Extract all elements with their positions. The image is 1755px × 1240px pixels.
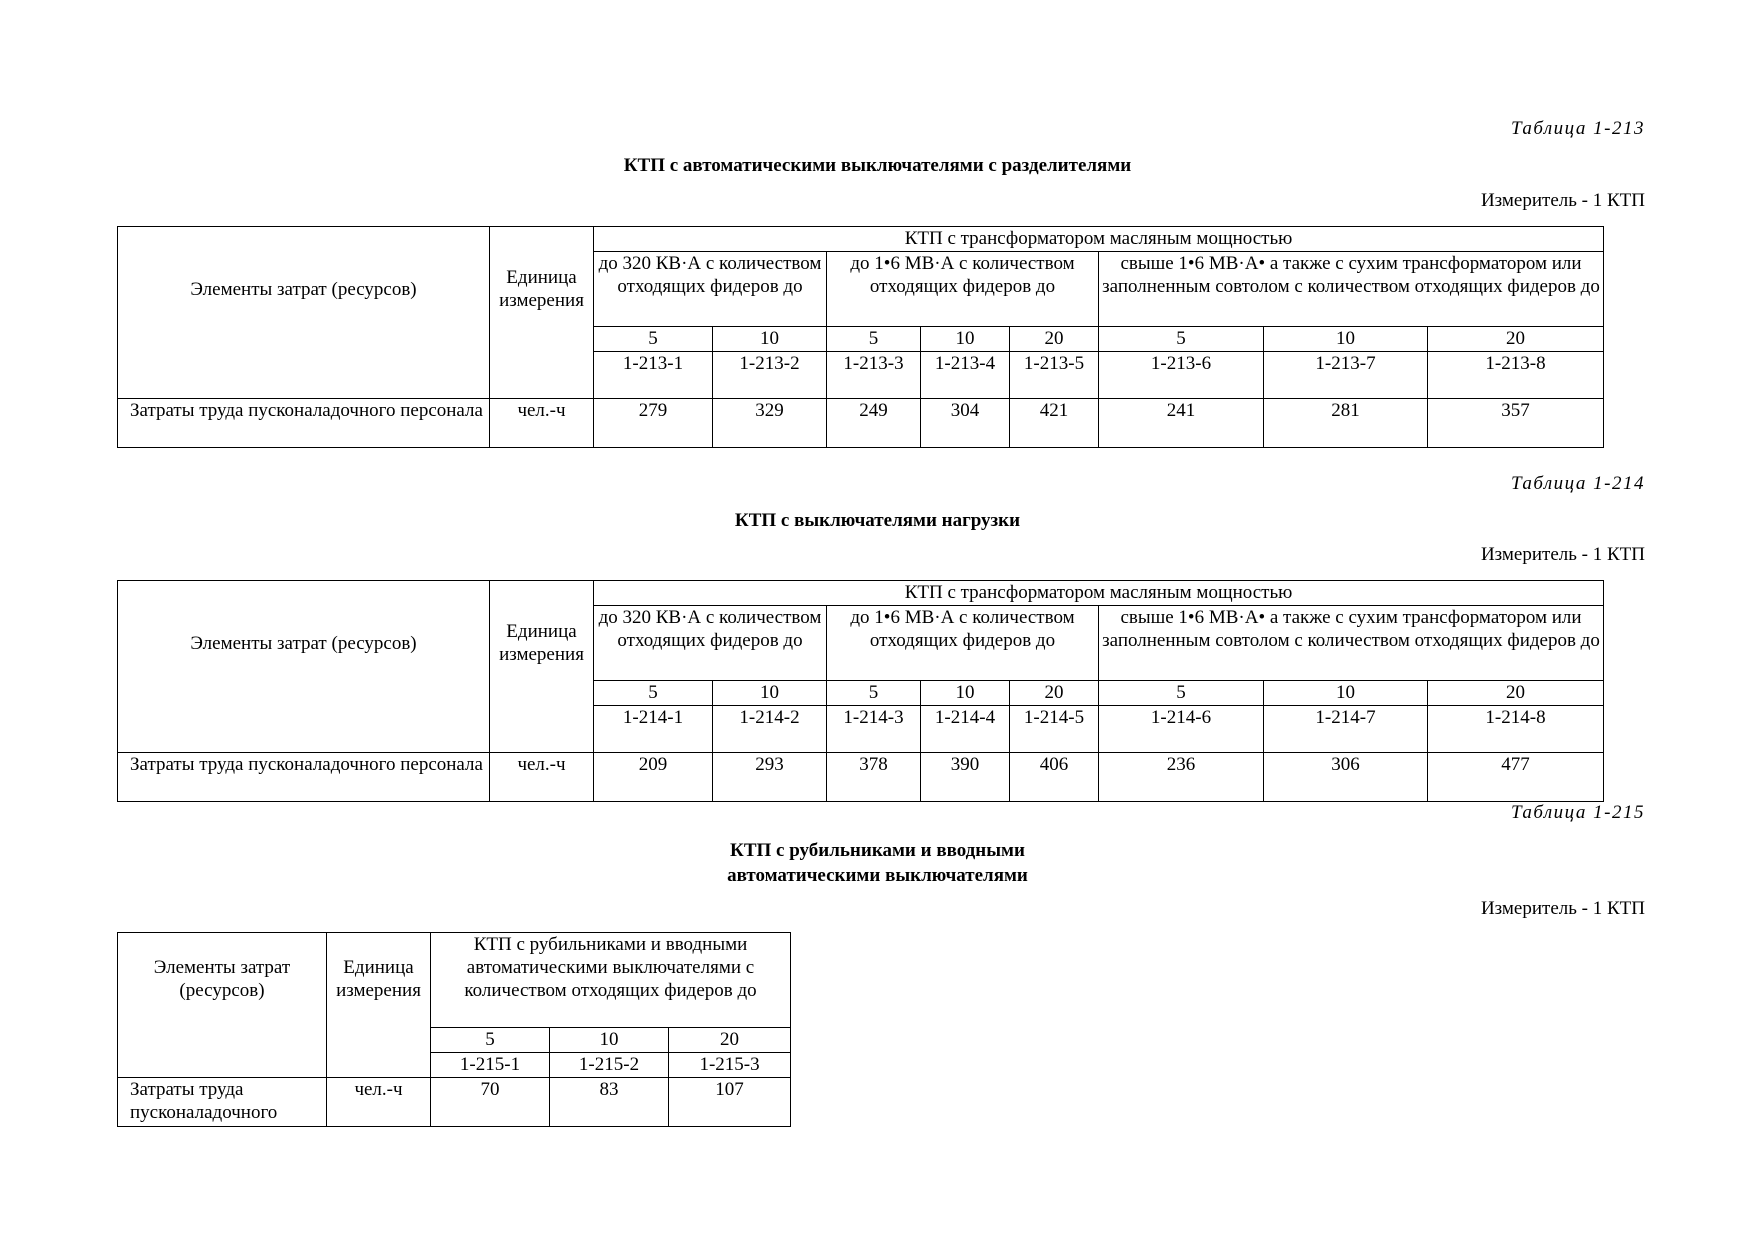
- feeders-cell: 10: [921, 681, 1010, 706]
- value-cell: 390: [921, 753, 1010, 802]
- table-title: КТП с автоматическими выключателями с разделителями: [623, 155, 1132, 176]
- value-cell: 477: [1428, 753, 1604, 802]
- code-cell: 1-214-7: [1264, 706, 1428, 753]
- feeders-cell: 20: [669, 1028, 791, 1053]
- value-cell: 306: [1264, 753, 1428, 802]
- subheader-over-1-6mva: свыше 1•6 МВ·А• а также с сухим трансформатором или заполненным совтолом с количеством отходящих фидеров до: [1099, 606, 1604, 681]
- feeders-cell: 20: [1428, 681, 1604, 706]
- table-1-215: [117, 932, 791, 1127]
- header-elements: Элементы затрат (ресурсов): [118, 227, 490, 352]
- code-cell: 1-214-3: [827, 706, 921, 753]
- row-label: Затраты труда пусконаладочного персонала: [118, 399, 490, 448]
- subheader-1-6mva: до 1•6 МВ·А с количеством отходящих фидеров до: [827, 252, 1099, 327]
- header-group: КТП с трансформатором масляным мощностью: [594, 581, 1604, 606]
- header-unit: Единица измерения: [490, 227, 594, 352]
- table-1-213: [117, 226, 1604, 448]
- feeders-cell: 5: [827, 681, 921, 706]
- subheader-1-6mva: до 1•6 МВ·А с количеством отходящих фидеров до: [827, 606, 1099, 681]
- row-label: Затраты труда пусконаладочного: [118, 1078, 327, 1127]
- header-elements: Элементы затрат (ресурсов): [118, 933, 327, 1053]
- code-cell: 1-214-8: [1428, 706, 1604, 753]
- value-cell: 281: [1264, 399, 1428, 448]
- code-cell: 1-215-2: [550, 1053, 669, 1078]
- empty-cell: [327, 1053, 431, 1078]
- header-group: КТП с трансформатором масляным мощностью: [594, 227, 1604, 252]
- value-cell: 241: [1099, 399, 1264, 448]
- feeders-cell: 10: [1264, 681, 1428, 706]
- feeders-cell: 20: [1010, 327, 1099, 352]
- value-cell: 421: [1010, 399, 1099, 448]
- feeders-cell: 20: [1428, 327, 1604, 352]
- table-title: КТП с выключателями нагрузки: [734, 510, 1021, 531]
- value-cell: 249: [827, 399, 921, 448]
- feeders-cell: 5: [431, 1028, 550, 1053]
- value-cell: 83: [550, 1078, 669, 1127]
- header-group: КТП с рубильниками и вводными автоматическими выключателями с количеством отходящих фидеров до: [431, 933, 791, 1028]
- feeders-cell: 10: [921, 327, 1010, 352]
- code-cell: 1-213-7: [1264, 352, 1428, 399]
- empty-cell: [118, 706, 490, 753]
- code-cell: 1-213-5: [1010, 352, 1099, 399]
- feeders-cell: 5: [827, 327, 921, 352]
- value-cell: 304: [921, 399, 1010, 448]
- feeders-cell: 5: [1099, 327, 1264, 352]
- value-cell: 293: [713, 753, 827, 802]
- code-cell: 1-213-2: [713, 352, 827, 399]
- subheader-over-1-6mva: свыше 1•6 МВ·А• а также с сухим трансформатором или заполненным совтолом с количеством отходящих фидеров до: [1099, 252, 1604, 327]
- measure-label: Измеритель - 1 КТП: [1480, 898, 1645, 919]
- feeders-cell: 5: [594, 681, 713, 706]
- value-cell: 406: [1010, 753, 1099, 802]
- feeders-cell: 10: [713, 327, 827, 352]
- feeders-cell: 10: [713, 681, 827, 706]
- feeders-cell: 5: [594, 327, 713, 352]
- code-cell: 1-214-4: [921, 706, 1010, 753]
- feeders-cell: 20: [1010, 681, 1099, 706]
- value-cell: 378: [827, 753, 921, 802]
- row-unit: чел.-ч: [490, 753, 594, 802]
- table-title: [0, 838, 1755, 888]
- header-unit: Единица измерения: [490, 581, 594, 706]
- feeders-cell: 5: [1099, 681, 1264, 706]
- empty-cell: [118, 1053, 327, 1078]
- code-cell: 1-213-8: [1428, 352, 1604, 399]
- empty-cell: [490, 352, 594, 399]
- value-cell: 209: [594, 753, 713, 802]
- code-cell: 1-215-3: [669, 1053, 791, 1078]
- value-cell: 357: [1428, 399, 1604, 448]
- code-cell: 1-214-2: [713, 706, 827, 753]
- header-elements: Элементы затрат (ресурсов): [118, 581, 490, 706]
- subheader-320kva: до 320 КВ·А с количеством отходящих фидеров до: [594, 606, 827, 681]
- code-cell: 1-214-5: [1010, 706, 1099, 753]
- header-unit: Единица измерения: [327, 933, 431, 1053]
- row-label: Затраты труда пусконаладочного персонала: [118, 753, 490, 802]
- value-cell: 70: [431, 1078, 550, 1127]
- row-unit: чел.-ч: [490, 399, 594, 448]
- value-cell: 329: [713, 399, 827, 448]
- measure-label: Измеритель - 1 КТП: [1480, 190, 1645, 211]
- table-title-line: КТП с рубильниками и вводными: [730, 840, 1025, 861]
- feeders-cell: 10: [1264, 327, 1428, 352]
- code-cell: 1-213-3: [827, 352, 921, 399]
- code-cell: 1-214-1: [594, 706, 713, 753]
- row-unit: чел.-ч: [327, 1078, 431, 1127]
- table-caption: Таблица 1-213: [1510, 118, 1645, 139]
- code-cell: 1-213-6: [1099, 352, 1264, 399]
- value-cell: 236: [1099, 753, 1264, 802]
- table-title-line: автоматическими выключателями: [727, 865, 1028, 886]
- table-1-214: [117, 580, 1604, 802]
- table-caption: Таблица 1-215: [1510, 802, 1645, 823]
- value-cell: 279: [594, 399, 713, 448]
- empty-cell: [490, 706, 594, 753]
- table-caption: Таблица 1-214: [1510, 473, 1645, 494]
- value-cell: 107: [669, 1078, 791, 1127]
- code-cell: 1-213-4: [921, 352, 1010, 399]
- code-cell: 1-215-1: [431, 1053, 550, 1078]
- subheader-320kva: до 320 КВ·А с количеством отходящих фидеров до: [594, 252, 827, 327]
- empty-cell: [118, 352, 490, 399]
- code-cell: 1-214-6: [1099, 706, 1264, 753]
- feeders-cell: 10: [550, 1028, 669, 1053]
- code-cell: 1-213-1: [594, 352, 713, 399]
- measure-label: Измеритель - 1 КТП: [1480, 544, 1645, 565]
